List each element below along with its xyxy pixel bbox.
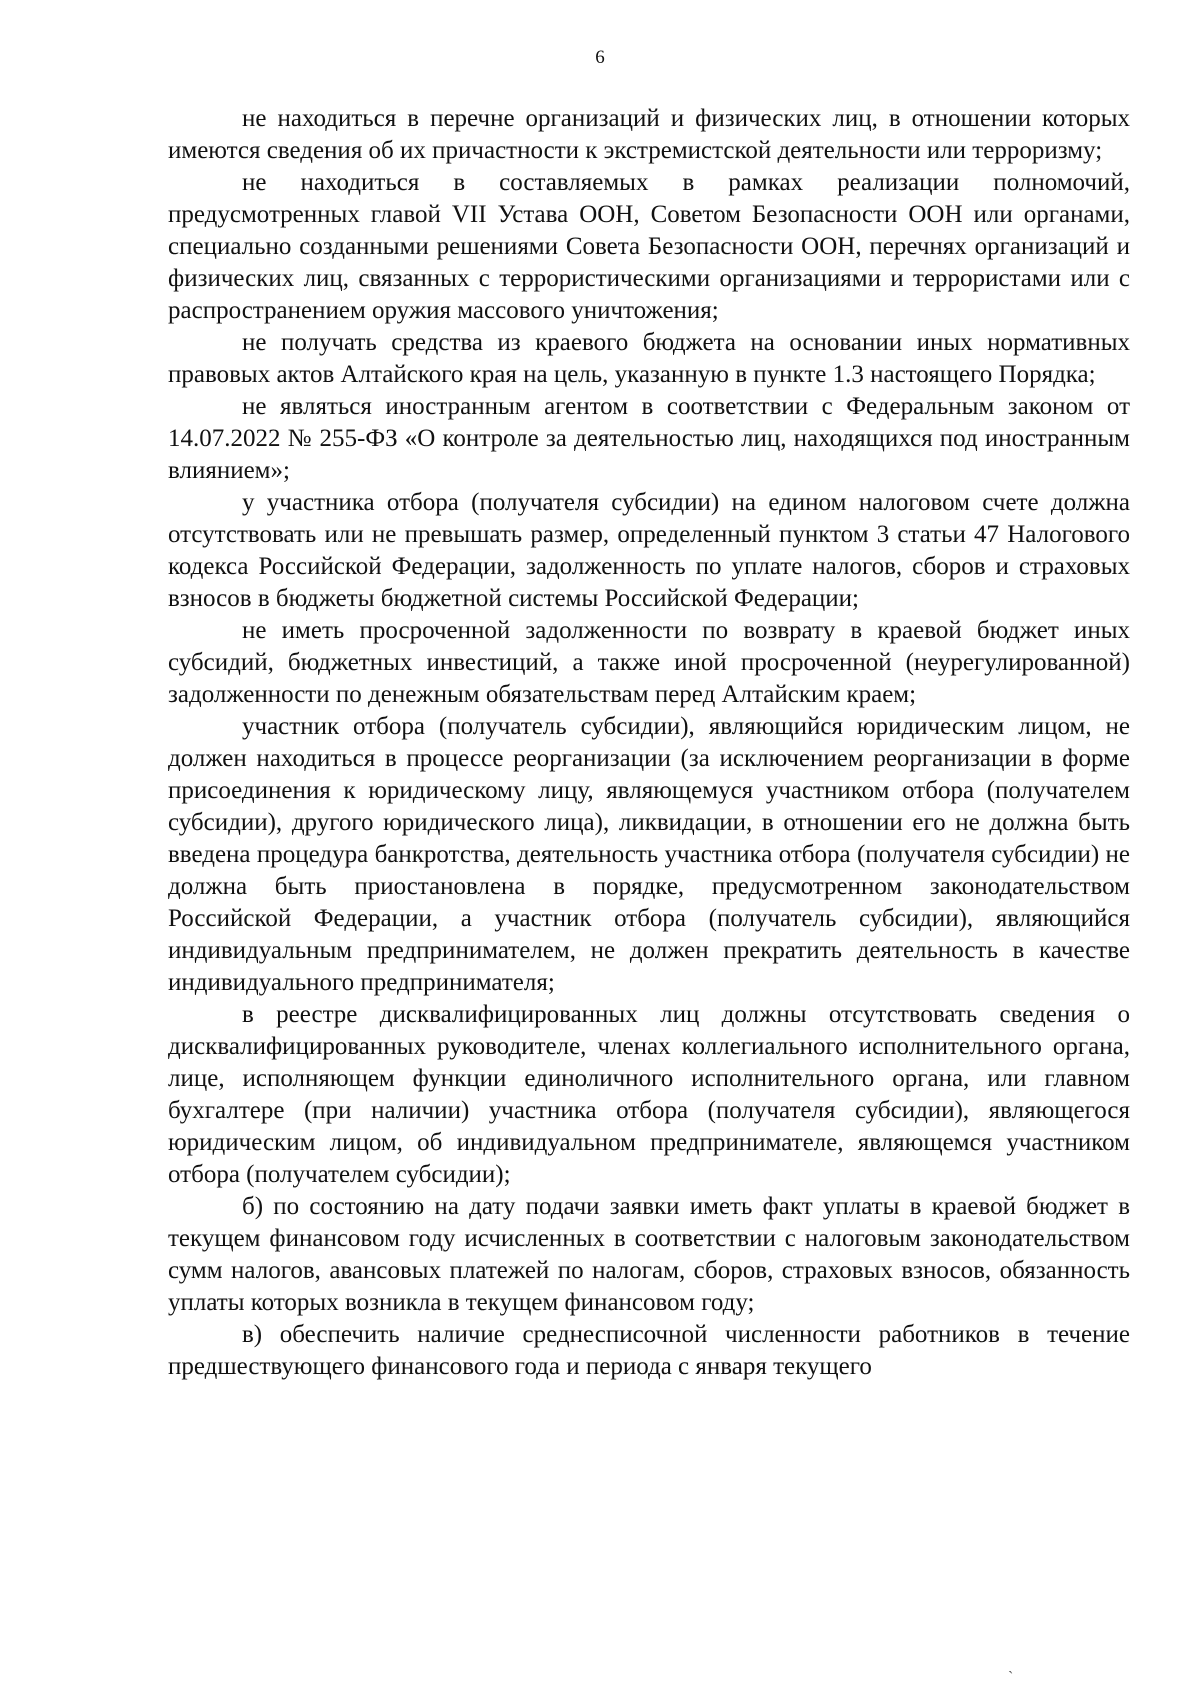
paragraph: не получать средства из краевого бюджета на основании иных нормативных правовых актов Алтайского края на цель, указанную в пункте 1.3 настоящего Порядка; [168,329,1130,388]
paragraph: б) по состоянию на дату подачи заявки иметь факт уплаты в краевой бюджет в текущем финансовом году исчисленных в соответствии с налоговым законодательством сумм налогов, авансовых платежей по налогам, сборов, страховых взносов, обязанность уплаты которых возникла в текущем финансовом году; [168,1193,1130,1316]
paragraph: не иметь просроченной задолженности по возврату в краевой бюджет иных субсидий, бюджетных инвестиций, а также иной просроченной (неурегулированной) задолженности по денежным обязательствам перед Алтайским краем; [168,617,1130,708]
paragraph: не находиться в составляемых в рамках реализации полномочий, предусмотренных главой VII Устава ООН, Советом Безопасности ООН или органами, специально созданными решениями Совета Безопасности ООН, перечнях организаций и физических лиц, связанных с террористическими организациями и террористами или с распространением оружия массового уничтожения; [168,169,1130,324]
paragraph: в) обеспечить наличие среднесписочной численности работников в течение предшествующего финансового года и периода с января текущего [168,1321,1130,1380]
paragraph: участник отбора (получатель субсидии), являющийся юридическим лицом, не должен находиться в процессе реорганизации (за исключением реорганизации в форме присоединения к юридическому лицу, являющемуся участником отбора (получателем субсидии), другого юридического лица), ликвидации, в отношении его не должна быть введена процедура банкротства, деятельность участника отбора (получателя субсидии) не должна быть приостановлена в порядке, предусмотренном законодательством Российской Федерации, а участник отбора (получатель субсидии), являющийся индивидуальным предпринимателем, не должен прекратить деятельность в качестве индивидуального предпринимателя; [168,713,1130,996]
document-body [168,103,1130,1383]
paragraph: не находиться в перечне организаций и физических лиц, в отношении которых имеются сведения об их причастности к экстремистской деятельности или терроризму; [168,105,1130,164]
paragraph: у участника отбора (получателя субсидии) на едином налоговом счете должна отсутствовать или не превышать размер, определенный пунктом 3 статьи 47 Налогового кодекса Российской Федерации, задолженность по уплате налогов, сборов и страховых взносов в бюджеты бюджетной системы Российской Федерации; [168,489,1130,612]
page-number: 6 [595,47,605,68]
paragraph: в реестре дисквалифицированных лиц должны отсутствовать сведения о дисквалифицированных руководителе, членах коллегиального исполнительного органа, лице, исполняющем функции единоличного исполнительного органа, или главном бухгалтере (при наличии) участника отбора (получателя субсидии), являющегося юридическим лицом, об индивидуальном предпринимателе, являющемся участником отбора (получателем субсидии); [168,1001,1130,1188]
paragraph: не являться иностранным агентом в соответствии с Федеральным законом от 14.07.2022 № 255-ФЗ «О контроле за деятельностью лиц, находящихся под иностранным влиянием»; [168,393,1130,484]
scan-mark: ˎ [1008,1657,1014,1674]
